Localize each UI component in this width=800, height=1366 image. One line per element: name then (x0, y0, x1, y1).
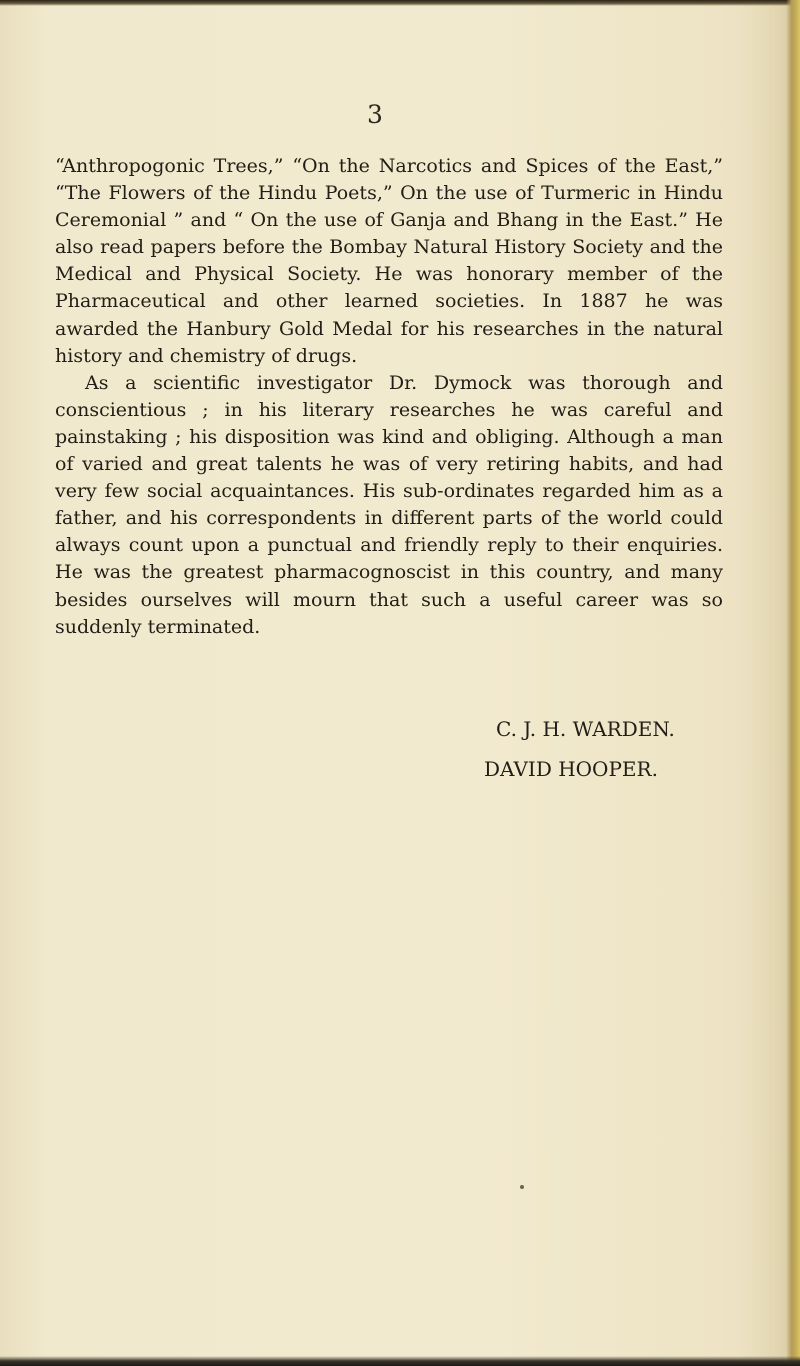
signature-block (440, 713, 675, 785)
paper-speck (520, 1185, 524, 1189)
body-text (55, 153, 723, 641)
page-bottom-shadow (0, 1356, 800, 1366)
page-top-shadow (0, 0, 800, 6)
page-right-edge (786, 0, 800, 1366)
paragraph-2: As a scientific investigator Dr. Dymock was thorough and conscientious ; in his literary researches he was careful and painstaking ; his disposition was kind and obliging. Although a man of varied and great talents he was of very retiring habits, and had very few social acquaintances. His sub-ordinates regarded him as a father, and his correspondents in different parts of the world could always count upon a punctual and friendly reply to their enquiries. He was the greatest pharmacognoscist in this country, and many besides ourselves will mourn that such a useful career was so suddenly terminated. (55, 371, 723, 638)
signature-warden: C. J. H. WARDEN. (496, 717, 675, 741)
page-number: 3 (367, 100, 383, 129)
paragraph-1: “Anthropogonic Trees,” “On the Narcotics and Spices of the East,” “The Flowers of the Hindu Poets,” On the use of Turmeric in Hindu Ceremonial ” and “ On the use of Ganja and Bhang in the East.” He also read papers before the Bombay Natural History Society and the Medical and Physical Society. He was honorary member of the Pharmaceutical and other learned societies. In 1887 he was awarded the Hanbury Gold Medal for his researches in the natural history and chemistry of drugs. (55, 155, 723, 367)
signature-hooper: DAVID HOOPER. (484, 757, 658, 781)
